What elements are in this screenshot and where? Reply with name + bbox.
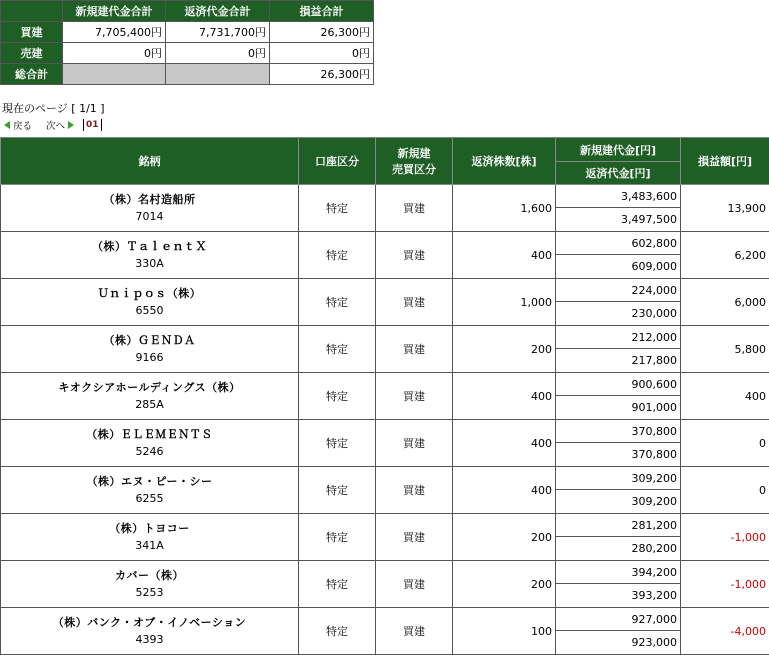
header-new-type-line2: 売買区分 — [376, 161, 452, 177]
summary-empty-cell — [166, 64, 270, 85]
stock-code: 330A — [4, 255, 295, 272]
return-qty: 1,600 — [453, 185, 556, 232]
account-type: 特定 — [299, 561, 376, 608]
summary-row-label: 買建 — [1, 22, 63, 43]
positions-table — [0, 137, 769, 655]
return-qty: 100 — [453, 608, 556, 655]
stock-name-cell — [1, 561, 299, 608]
return-qty: 400 — [453, 420, 556, 467]
current-page-text: 現在のページ [ 1/1 ] — [2, 100, 105, 116]
stock-name: （株）ＴａｌｅｎｔＸ — [4, 238, 295, 255]
summary-return-amount: 7,731,700円 — [166, 22, 270, 43]
next-link[interactable] — [46, 118, 74, 132]
summary-new-amount: 0円 — [63, 43, 166, 64]
return-amount: 230,000 — [556, 302, 681, 326]
profit-loss: 400 — [681, 373, 769, 420]
header-new-type — [376, 138, 453, 185]
return-amount: 901,000 — [556, 396, 681, 420]
summary-row-sell — [1, 43, 374, 64]
account-type: 特定 — [299, 420, 376, 467]
account-type: 特定 — [299, 185, 376, 232]
stock-code: 4393 — [4, 631, 295, 648]
table-row — [1, 373, 769, 396]
summary-pl: 26,300円 — [270, 64, 374, 85]
new-amount: 309,200 — [556, 467, 681, 490]
right-arrow-icon — [68, 121, 74, 129]
summary-pl: 0円 — [270, 43, 374, 64]
page-number-link[interactable]: 01 — [83, 119, 102, 131]
profit-loss: -4,000 — [681, 608, 769, 655]
header-name: 銘柄 — [1, 138, 299, 185]
stock-name: （株）名村造船所 — [4, 191, 295, 208]
account-type: 特定 — [299, 279, 376, 326]
trade-type: 買建 — [376, 467, 453, 514]
summary-row-label: 売建 — [1, 43, 63, 64]
summary-corner — [1, 1, 63, 22]
return-amount: 370,800 — [556, 443, 681, 467]
return-qty: 1,000 — [453, 279, 556, 326]
stock-name: （株）バンク・オブ・イノベーション — [4, 614, 295, 631]
trade-type: 買建 — [376, 514, 453, 561]
stock-name: キオクシアホールディングス（株） — [4, 379, 295, 396]
header-return-amount: 返済代金[円] — [556, 162, 681, 185]
return-qty: 200 — [453, 326, 556, 373]
return-qty: 400 — [453, 373, 556, 420]
table-row — [1, 561, 769, 584]
stock-code: 9166 — [4, 349, 295, 366]
summary-row-total — [1, 64, 374, 85]
stock-name: カバー（株） — [4, 567, 295, 584]
return-amount: 393,200 — [556, 584, 681, 608]
account-type: 特定 — [299, 514, 376, 561]
return-amount: 3,497,500 — [556, 208, 681, 232]
return-amount: 923,000 — [556, 631, 681, 655]
positions-body — [1, 185, 769, 655]
table-row — [1, 514, 769, 537]
return-amount: 217,800 — [556, 349, 681, 373]
return-qty: 200 — [453, 514, 556, 561]
summary-header-return-amount: 返済代金合計 — [166, 1, 270, 22]
trade-type: 買建 — [376, 279, 453, 326]
trade-type: 買建 — [376, 420, 453, 467]
stock-name: （株）エヌ・ピー・シー — [4, 473, 295, 490]
stock-name-cell — [1, 185, 299, 232]
profit-loss: 0 — [681, 467, 769, 514]
new-amount: 394,200 — [556, 561, 681, 584]
profit-loss: 6,200 — [681, 232, 769, 279]
table-row — [1, 185, 769, 208]
summary-header-row — [1, 1, 374, 22]
table-row — [1, 326, 769, 349]
stock-name-cell — [1, 467, 299, 514]
trade-type: 買建 — [376, 561, 453, 608]
account-type: 特定 — [299, 326, 376, 373]
summary-new-amount: 7,705,400円 — [63, 22, 166, 43]
summary-table — [0, 0, 374, 85]
header-account: 口座区分 — [299, 138, 376, 185]
table-row — [1, 420, 769, 443]
summary-row-buy — [1, 22, 374, 43]
stock-name: （株）ＥＬＥＭＥＮＴＳ — [4, 426, 295, 443]
stock-code: 285A — [4, 396, 295, 413]
profit-loss: -1,000 — [681, 561, 769, 608]
stock-name-cell — [1, 373, 299, 420]
account-type: 特定 — [299, 232, 376, 279]
table-row — [1, 467, 769, 490]
trade-type: 買建 — [376, 185, 453, 232]
stock-name-cell — [1, 420, 299, 467]
new-amount: 224,000 — [556, 279, 681, 302]
summary-empty-cell — [63, 64, 166, 85]
account-type: 特定 — [299, 373, 376, 420]
trade-type: 買建 — [376, 608, 453, 655]
summary-header-new-amount: 新規建代金合計 — [63, 1, 166, 22]
return-amount: 280,200 — [556, 537, 681, 561]
stock-name-cell — [1, 608, 299, 655]
stock-code: 5246 — [4, 443, 295, 460]
stock-code: 341A — [4, 537, 295, 554]
stock-name-cell — [1, 279, 299, 326]
trade-type: 買建 — [376, 373, 453, 420]
summary-row-label: 総合計 — [1, 64, 63, 85]
stock-name-cell — [1, 232, 299, 279]
stock-name: Ｕｎｉｐｏｓ（株） — [4, 285, 295, 302]
header-new-type-line1: 新規建 — [376, 145, 452, 161]
table-row — [1, 608, 769, 631]
summary-pl: 26,300円 — [270, 22, 374, 43]
new-amount: 370,800 — [556, 420, 681, 443]
new-amount: 602,800 — [556, 232, 681, 255]
stock-name: （株）ＧＥＮＤＡ — [4, 332, 295, 349]
new-amount: 900,600 — [556, 373, 681, 396]
new-amount: 3,483,600 — [556, 185, 681, 208]
stock-code: 6550 — [4, 302, 295, 319]
trade-type: 買建 — [376, 326, 453, 373]
return-qty: 200 — [453, 561, 556, 608]
left-arrow-icon — [4, 121, 10, 129]
pager — [4, 118, 102, 132]
profit-loss: 0 — [681, 420, 769, 467]
back-link[interactable] — [4, 118, 32, 132]
stock-code: 6255 — [4, 490, 295, 507]
return-amount: 309,200 — [556, 490, 681, 514]
header-pl: 損益額[円] — [681, 138, 769, 185]
summary-header-pl: 損益合計 — [270, 1, 374, 22]
profit-loss: 6,000 — [681, 279, 769, 326]
return-qty: 400 — [453, 232, 556, 279]
stock-code: 5253 — [4, 584, 295, 601]
summary-return-amount: 0円 — [166, 43, 270, 64]
return-amount: 609,000 — [556, 255, 681, 279]
new-amount: 281,200 — [556, 514, 681, 537]
stock-name-cell — [1, 514, 299, 561]
profit-loss: -1,000 — [681, 514, 769, 561]
next-label: 次へ — [46, 118, 65, 132]
table-row — [1, 279, 769, 302]
header-new-amount: 新規建代金[円] — [556, 138, 681, 162]
positions-header-row — [1, 138, 769, 162]
return-qty: 400 — [453, 467, 556, 514]
account-type: 特定 — [299, 608, 376, 655]
new-amount: 212,000 — [556, 326, 681, 349]
header-qty: 返済株数[株] — [453, 138, 556, 185]
table-row — [1, 232, 769, 255]
stock-name-cell — [1, 326, 299, 373]
stock-code: 7014 — [4, 208, 295, 225]
profit-loss: 5,800 — [681, 326, 769, 373]
profit-loss: 13,900 — [681, 185, 769, 232]
trade-type: 買建 — [376, 232, 453, 279]
new-amount: 927,000 — [556, 608, 681, 631]
stock-name: （株）トヨコー — [4, 520, 295, 537]
back-label: 戻る — [13, 118, 32, 132]
account-type: 特定 — [299, 467, 376, 514]
